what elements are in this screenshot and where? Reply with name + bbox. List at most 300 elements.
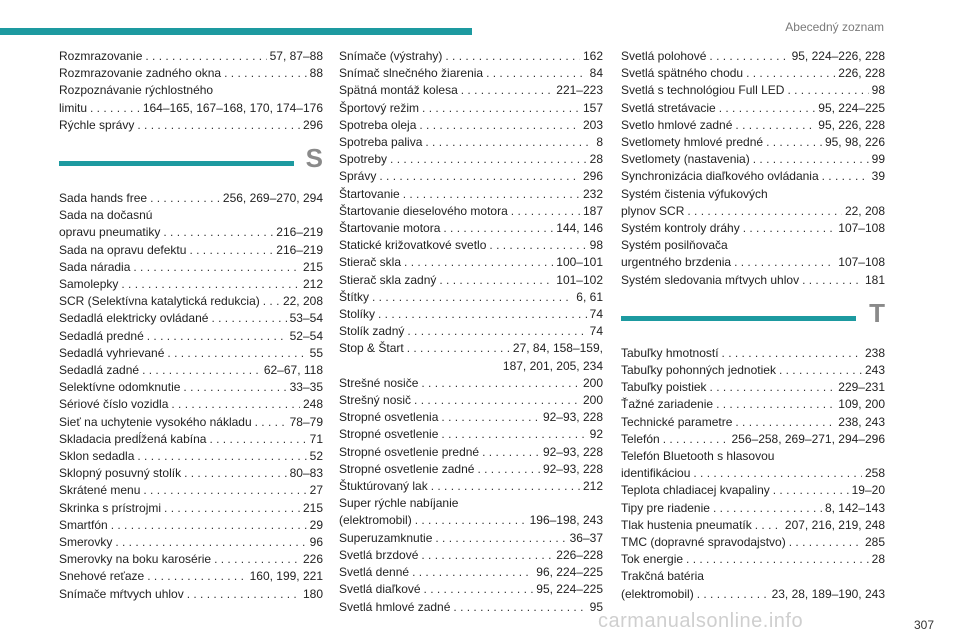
index-entry-row	[621, 134, 885, 151]
index-page-refs: 52–54	[289, 328, 323, 343]
index-entry	[59, 345, 323, 362]
dot-leader	[421, 547, 553, 564]
index-term: Športový režim	[339, 100, 420, 115]
index-entry	[59, 293, 323, 310]
index-term: Tabuľky poistiek	[621, 380, 707, 395]
dot-leader	[404, 254, 553, 271]
index-term: Snímače (výstrahy)	[339, 49, 443, 63]
index-term: (elektromobil)	[339, 513, 412, 528]
index-term: Rozmrazovanie zadného okna	[59, 66, 222, 81]
index-entry-row	[339, 65, 603, 82]
index-entry	[621, 396, 885, 413]
index-entry-row	[59, 551, 323, 568]
index-entry	[339, 82, 603, 99]
index-entry	[339, 117, 603, 134]
dot-leader	[187, 586, 300, 603]
index-page-refs: 95, 224–225	[536, 582, 603, 597]
index-entry-line: Systém posilňovača	[621, 238, 728, 253]
index-term: Stropné osvetlenie zadné	[339, 461, 475, 476]
index-entry	[339, 272, 603, 289]
index-entry-row	[621, 82, 885, 99]
index-term: Statické križovatkové svetlo	[339, 238, 487, 253]
index-page-refs: 6, 61	[576, 289, 603, 304]
index-term: Superuzamknutie	[339, 530, 433, 545]
index-page-refs: 96	[309, 535, 323, 550]
index-entry-row	[59, 224, 323, 241]
dot-leader	[693, 465, 862, 482]
index-term: Tipy pre riadenie	[621, 500, 710, 515]
index-entry-row	[621, 551, 885, 568]
index-page-refs: 200	[582, 375, 603, 390]
index-page-refs: 95, 226, 228	[818, 117, 885, 132]
index-entry-row	[339, 100, 603, 117]
index-entry-row	[59, 568, 323, 585]
index-page-refs: 98	[871, 83, 885, 98]
dot-leader	[713, 500, 822, 517]
index-page-refs: 92–93, 228	[542, 410, 603, 425]
index-entry	[339, 100, 603, 117]
section-letter: T	[869, 297, 885, 328]
index-page-refs: 162	[582, 49, 603, 63]
index-page-refs: 29	[309, 517, 323, 532]
index-entry	[621, 534, 885, 551]
dot-leader	[189, 242, 273, 259]
index-entry-row	[339, 564, 603, 581]
dot-leader	[687, 203, 842, 220]
dot-leader	[443, 220, 553, 237]
index-entry-row	[621, 65, 885, 82]
index-entry-row	[621, 517, 885, 534]
index-page-refs: 8, 142–143	[824, 500, 885, 515]
index-term: Svetlá spätného chodu	[621, 66, 744, 81]
index-entry	[59, 190, 323, 207]
index-entry-row	[339, 444, 603, 461]
index-entry-row	[339, 134, 603, 151]
index-entry-row	[621, 500, 885, 517]
index-term: Sieť na uchytenie vysokého nákladu	[59, 414, 252, 429]
index-entry	[621, 186, 885, 220]
index-entry-line: Rozpoznávanie rýchlostného	[59, 83, 214, 98]
index-page-refs: 92–93, 228	[542, 444, 603, 459]
index-term: Svetlá hmlové zadné	[339, 599, 451, 614]
index-entry	[59, 586, 323, 603]
index-page-refs: 53–54	[289, 311, 323, 326]
index-page-refs: 180	[302, 586, 323, 601]
index-entry-row	[339, 392, 603, 409]
index-entry	[339, 289, 603, 306]
index-page-refs: 101–102	[556, 272, 603, 287]
index-page-refs: 256–258, 269–271, 294–296	[731, 431, 885, 446]
dot-leader	[477, 461, 540, 478]
index-entry-row	[621, 100, 885, 117]
index-term: Strešný nosič	[339, 393, 412, 408]
index-entry-row	[339, 254, 603, 271]
header-accent-bar	[0, 28, 472, 35]
index-page-refs: 181	[864, 272, 885, 287]
dot-leader	[163, 224, 273, 241]
index-page-refs: 107–108	[838, 221, 885, 236]
index-page-refs: 243	[864, 363, 885, 378]
index-term: Skladacia predĺžená kabína	[59, 431, 207, 446]
dot-leader	[263, 293, 280, 310]
index-entry	[339, 203, 603, 220]
section-bar	[621, 316, 856, 321]
index-page-refs: 203	[582, 117, 603, 132]
section-divider	[59, 134, 323, 190]
dot-leader	[486, 65, 587, 82]
index-entry-row	[59, 465, 323, 482]
index-entry-row	[59, 431, 323, 448]
index-column-2	[339, 48, 603, 616]
index-term: Správy	[339, 169, 377, 184]
dot-leader	[489, 237, 586, 254]
index-entry-row	[621, 465, 885, 482]
index-page-refs: 144, 146	[556, 221, 603, 236]
index-term: Sedadlá predné	[59, 328, 144, 343]
index-term: Stolík zadný	[339, 324, 405, 339]
dot-leader	[716, 396, 835, 413]
index-page-refs: 57, 87–88	[269, 49, 323, 63]
dot-leader	[734, 254, 835, 271]
index-entry-line: Sada na dočasnú	[59, 208, 153, 223]
index-page-refs: 28	[589, 152, 603, 167]
section-divider	[621, 289, 885, 345]
index-entry	[59, 448, 323, 465]
index-term: Rozmrazovanie	[59, 49, 143, 63]
dot-leader	[183, 379, 286, 396]
index-page-refs: 84	[589, 66, 603, 81]
index-page-refs: 27	[309, 483, 323, 498]
index-page-refs: 238, 243	[838, 414, 885, 429]
dot-leader	[372, 289, 573, 306]
index-term: Svetlá s technológiou Full LED	[621, 83, 785, 98]
dot-leader	[709, 48, 788, 65]
dot-leader	[415, 512, 527, 529]
index-term: Sklon sedadla	[59, 449, 135, 464]
index-entry	[59, 310, 323, 327]
dot-leader	[789, 534, 862, 551]
dot-leader	[453, 599, 586, 616]
index-page-refs: 95	[589, 599, 603, 614]
index-entry-row	[59, 534, 323, 551]
index-entry-row	[59, 259, 323, 276]
index-term: Svetlo hmlové zadné	[621, 117, 733, 132]
dot-leader	[143, 482, 306, 499]
index-entry	[339, 237, 603, 254]
index-entry	[621, 482, 885, 499]
index-page-refs: 200	[582, 393, 603, 408]
dot-leader	[147, 568, 246, 585]
index-entry-line: Trakčná batéria	[621, 569, 704, 584]
index-entry-row	[339, 323, 603, 340]
index-page-refs: 62–67, 118	[263, 363, 323, 378]
index-page-refs: 96, 224–225	[536, 565, 603, 580]
index-term: Technické parametre	[621, 414, 733, 429]
index-page-refs: 22, 208	[844, 203, 885, 218]
index-page-refs-continued: 187, 201, 205, 234	[502, 358, 603, 373]
index-term: urgentného brzdenia	[621, 255, 732, 270]
dot-leader	[743, 220, 836, 237]
index-entry-row	[621, 586, 885, 603]
index-entry	[59, 48, 323, 65]
index-term: identifikáciou	[621, 466, 691, 481]
index-term: SCR (Selektívna katalytická redukcia)	[59, 294, 260, 309]
index-page-refs: 187	[582, 203, 603, 218]
index-entry-row	[59, 448, 323, 465]
index-entry-row	[59, 276, 323, 293]
dot-leader	[412, 564, 533, 581]
index-term: Stop & Štart	[339, 341, 404, 356]
index-page-refs: 107–108	[838, 255, 885, 270]
index-entry	[339, 48, 603, 65]
index-entry-row	[339, 220, 603, 237]
index-entry-line: Systém čistenia výfukových	[621, 186, 768, 201]
index-term: Stolíky	[339, 307, 376, 322]
dot-leader	[435, 530, 566, 547]
dot-leader	[710, 379, 836, 396]
index-entry-row	[339, 530, 603, 547]
index-entry	[339, 151, 603, 168]
index-term: limitu	[59, 100, 88, 115]
index-entry	[339, 65, 603, 82]
index-entry	[621, 551, 885, 568]
dot-leader	[746, 65, 835, 82]
dot-leader	[422, 100, 580, 117]
index-page-refs: 226	[302, 552, 323, 567]
index-page-refs: 296	[582, 169, 603, 184]
dot-leader	[407, 323, 586, 340]
dot-leader	[379, 168, 580, 185]
dot-leader	[164, 500, 300, 517]
dot-leader	[766, 134, 822, 151]
index-page-refs: 92	[589, 427, 603, 442]
index-entry	[621, 82, 885, 99]
index-term: Spotreba oleja	[339, 117, 417, 132]
dot-leader	[407, 340, 510, 357]
index-entry	[339, 254, 603, 271]
index-entry-row	[339, 237, 603, 254]
index-term: Rýchle správy	[59, 117, 135, 132]
dot-leader	[419, 117, 580, 134]
index-entry	[621, 500, 885, 517]
dot-leader	[511, 203, 580, 220]
index-page-refs: 22, 208	[282, 294, 323, 309]
index-page-refs: 27, 84, 158–159,	[512, 341, 603, 356]
index-term: Spotreba paliva	[339, 135, 423, 150]
index-entry-row	[339, 117, 603, 134]
dot-leader	[822, 168, 869, 185]
index-page-refs: 74	[589, 307, 603, 322]
index-page-refs: 92–93, 228	[542, 461, 603, 476]
index-term: Štartovanie motora	[339, 221, 441, 236]
dot-leader	[209, 431, 306, 448]
dot-leader	[378, 306, 587, 323]
index-entry-row	[621, 151, 885, 168]
index-page-refs: 164–165, 167–168, 170, 174–176	[142, 100, 323, 115]
index-entry	[339, 392, 603, 409]
dot-leader	[137, 117, 300, 134]
index-entry	[621, 517, 885, 534]
index-page-refs: 256, 269–270, 294	[222, 191, 323, 206]
index-page-refs: 100–101	[556, 255, 603, 270]
index-entry	[339, 168, 603, 185]
index-entry-row	[59, 500, 323, 517]
index-term: Sedadlá vyhrievané	[59, 345, 165, 360]
index-entry	[59, 534, 323, 551]
index-page-refs: 99	[871, 152, 885, 167]
index-term: Svetlomety hmlové predné	[621, 135, 764, 150]
dot-leader	[431, 478, 580, 495]
index-page-refs: 157	[582, 100, 603, 115]
index-page-refs: 285	[864, 535, 885, 550]
index-term: Stierač skla	[339, 255, 402, 270]
index-entry	[59, 379, 323, 396]
index-entry	[59, 551, 323, 568]
index-entry	[339, 134, 603, 151]
index-page-refs: 109, 200	[838, 397, 885, 412]
index-entry	[339, 599, 603, 616]
index-page-refs: 8	[596, 135, 603, 150]
index-entry-row	[59, 482, 323, 499]
index-entry	[621, 345, 885, 362]
index-entry	[59, 396, 323, 413]
index-page-refs: 229–231	[838, 380, 885, 395]
index-entry	[339, 220, 603, 237]
index-term: Sada na opravu defektu	[59, 242, 187, 257]
index-term: Štartovanie dieselového motora	[339, 203, 508, 218]
dot-leader	[773, 482, 849, 499]
page-header-title: Abecedný zoznam	[785, 20, 884, 34]
dot-leader	[663, 431, 729, 448]
watermark-text: carmanualsonline.info	[598, 610, 804, 632]
dot-leader	[686, 551, 869, 568]
index-entry	[621, 65, 885, 82]
index-page-refs: 226–228	[556, 547, 603, 562]
index-term: Stropné osvetlenie predné	[339, 444, 480, 459]
index-page-refs: 88	[309, 66, 323, 81]
index-page-refs: 248	[302, 397, 323, 412]
index-entry	[339, 495, 603, 529]
dot-leader	[403, 186, 580, 203]
dot-leader	[753, 151, 869, 168]
index-entry-row	[339, 599, 603, 616]
dot-leader	[719, 100, 816, 117]
index-entry	[621, 237, 885, 271]
index-entry-row	[621, 117, 885, 134]
index-term: Štuktúrovaný lak	[339, 479, 428, 494]
index-term: Systém sledovania mŕtvych uhlov	[621, 272, 800, 287]
dot-leader	[167, 345, 306, 362]
dot-leader	[111, 517, 307, 534]
index-term: Selektívne odomknutie	[59, 380, 181, 395]
dot-leader	[421, 375, 580, 392]
index-entry-row	[339, 203, 603, 220]
dot-leader	[150, 190, 220, 207]
index-term: Stropné osvetlenia	[339, 410, 439, 425]
index-page-refs: 238	[864, 345, 885, 360]
index-page-refs: 95, 98, 226	[824, 135, 885, 150]
index-entry-row	[621, 220, 885, 237]
index-term: Sedadlá zadné	[59, 363, 140, 378]
index-entry	[339, 306, 603, 323]
index-term: Tok energie	[621, 552, 684, 567]
index-entry-row	[339, 272, 603, 289]
index-term: Strešné nosiče	[339, 375, 419, 390]
index-entry-row	[59, 117, 323, 134]
index-entry	[621, 379, 885, 396]
index-entry-row	[59, 414, 323, 431]
index-term: Sada náradia	[59, 259, 131, 274]
index-entry	[59, 117, 323, 134]
index-entry	[621, 134, 885, 151]
index-entry-row	[339, 375, 603, 392]
index-page-refs: 207, 216, 219, 248	[784, 517, 885, 532]
index-term: Svetlá denné	[339, 565, 410, 580]
index-term: Spotreby	[339, 152, 388, 167]
dot-leader	[255, 414, 287, 431]
index-entry-row	[59, 65, 323, 82]
index-term: Snehové reťaze	[59, 569, 145, 584]
dot-leader	[142, 362, 261, 379]
index-term: Svetlomety (nastavenia)	[621, 152, 750, 167]
index-page-refs: 226, 228	[838, 66, 885, 81]
index-entry-row	[59, 379, 323, 396]
index-entry-row	[339, 82, 603, 99]
dot-leader	[735, 117, 815, 134]
dot-leader	[414, 392, 580, 409]
index-entry-row	[339, 461, 603, 478]
index-entry	[59, 465, 323, 482]
index-term: Sedadlá elektricky ovládané	[59, 311, 209, 326]
index-entry	[59, 242, 323, 259]
index-entry-row	[621, 345, 885, 362]
index-entry	[59, 65, 323, 82]
index-term: Systém kontroly dráhy	[621, 221, 740, 236]
index-term: Svetlá diaľkové	[339, 582, 421, 597]
index-page-refs: 36–37	[569, 530, 603, 545]
dot-leader	[214, 551, 300, 568]
index-entry-row	[339, 151, 603, 168]
index-entry-line: Super rýchle nabíjanie	[339, 496, 459, 511]
index-entry-row	[621, 482, 885, 499]
index-entry	[621, 362, 885, 379]
page-number: 307	[913, 618, 934, 632]
index-term: Skrátené menu	[59, 483, 141, 498]
index-term: Snímače mŕtvych uhlov	[59, 586, 184, 601]
dot-leader	[171, 396, 300, 413]
index-entry	[339, 581, 603, 598]
dot-leader	[697, 586, 769, 603]
index-entry-row	[59, 328, 323, 345]
index-term: Smerovky	[59, 535, 113, 550]
dot-leader	[461, 82, 554, 99]
index-term: Sklopný posuvný stolík	[59, 466, 182, 481]
index-entry	[59, 568, 323, 585]
index-page-refs: 216–219	[276, 242, 323, 257]
index-entry	[339, 530, 603, 547]
index-entry-row	[59, 242, 323, 259]
index-entry	[59, 259, 323, 276]
index-column-3	[621, 48, 885, 603]
dot-leader	[482, 444, 540, 461]
index-entry-row	[339, 48, 603, 65]
index-term: Smartfón	[59, 517, 108, 532]
section-letter: S	[305, 143, 323, 174]
index-entry	[59, 362, 323, 379]
index-term: Samolepky	[59, 277, 119, 292]
index-entry	[339, 340, 603, 374]
index-entry	[621, 220, 885, 237]
